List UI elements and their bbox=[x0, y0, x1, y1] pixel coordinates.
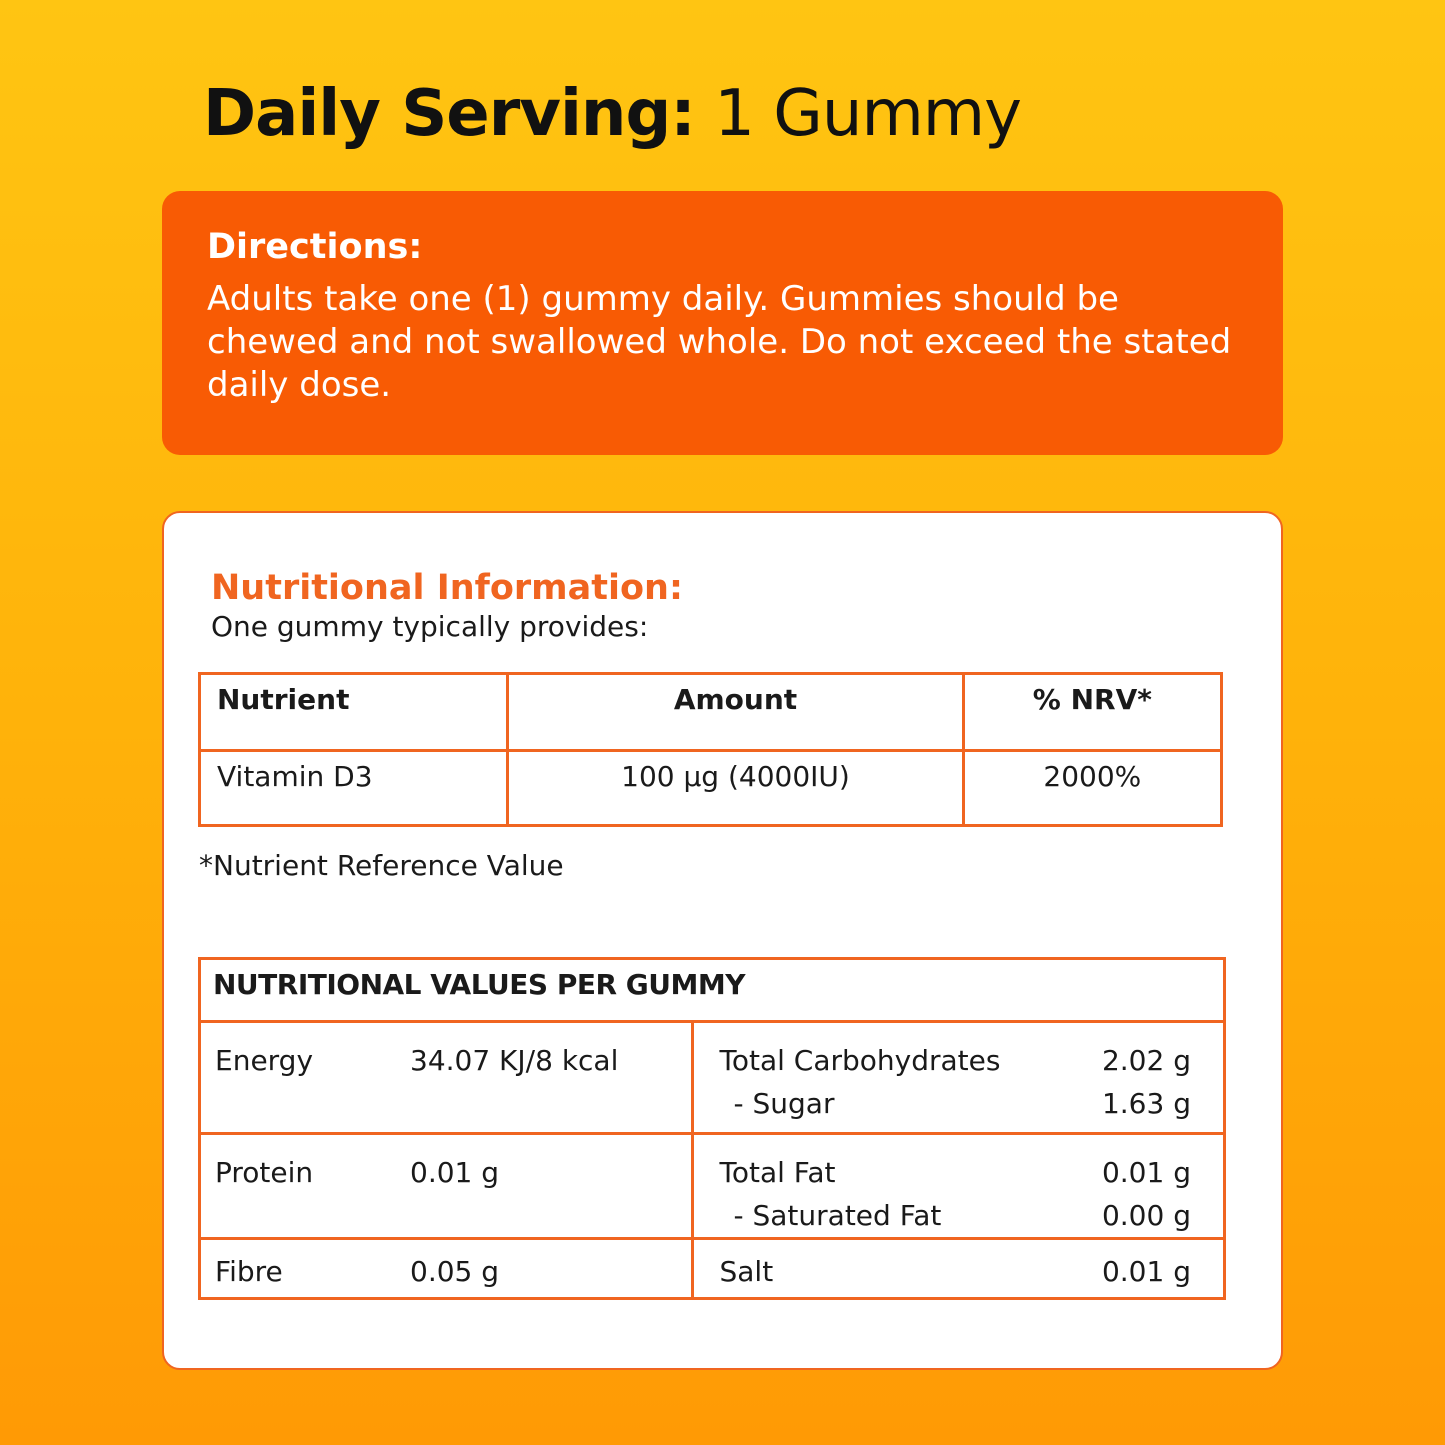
satfat-value: 0.00 g bbox=[1101, 1199, 1191, 1232]
cell-amount: 100 μg (4000IU) bbox=[508, 751, 963, 826]
daily-serving-heading bbox=[203, 72, 1021, 156]
salt-cell bbox=[692, 1239, 1225, 1299]
protein-value: 0.01 g bbox=[410, 1156, 500, 1189]
table-row bbox=[200, 1239, 1225, 1299]
protein-cell bbox=[200, 1134, 693, 1239]
directions-panel bbox=[162, 191, 1283, 455]
nrv-footnote: *Nutrient Reference Value bbox=[199, 849, 564, 882]
nutrition-title: Nutritional Information: bbox=[211, 568, 683, 608]
directions-text: Adults take one (1) gummy daily. Gummies should be chewed and not swallowed whole. Do not exceed the stated daily dose. bbox=[207, 279, 1232, 405]
sugar-label: - Sugar bbox=[733, 1087, 835, 1120]
energy-cell bbox=[200, 1022, 693, 1134]
fat-label: Total Fat bbox=[719, 1156, 836, 1189]
nutrient-table bbox=[198, 672, 1223, 827]
header-nutrient: Nutrient bbox=[200, 674, 508, 751]
table-row bbox=[200, 1022, 1225, 1134]
fibre-label: Fibre bbox=[215, 1255, 283, 1288]
values-table-title-row bbox=[200, 959, 1225, 1022]
cell-nutrient: Vitamin D3 bbox=[200, 751, 508, 826]
cell-nrv: 2000% bbox=[963, 751, 1221, 826]
carbs-label: Total Carbohydrates bbox=[719, 1044, 1001, 1077]
carbs-cell bbox=[692, 1022, 1225, 1134]
salt-value: 0.01 g bbox=[1101, 1255, 1191, 1288]
energy-label: Energy bbox=[215, 1044, 314, 1077]
nutritional-values-table bbox=[198, 957, 1226, 1300]
directions-heading: Directions: bbox=[207, 227, 423, 267]
daily-serving-label: Daily Serving: bbox=[203, 77, 695, 151]
nutrition-subtitle: One gummy typically provides: bbox=[211, 610, 649, 643]
header-nrv: % NRV* bbox=[963, 674, 1221, 751]
fibre-cell bbox=[200, 1239, 693, 1299]
fat-cell bbox=[692, 1134, 1225, 1239]
nutrient-table-header bbox=[200, 674, 1222, 751]
satfat-label: - Saturated Fat bbox=[733, 1199, 942, 1232]
table-row bbox=[200, 1134, 1225, 1239]
fat-value: 0.01 g bbox=[1101, 1156, 1191, 1189]
energy-value: 34.07 KJ/8 kcal bbox=[410, 1044, 619, 1077]
table-row bbox=[200, 751, 1222, 826]
values-table-title: NUTRITIONAL VALUES PER GUMMY bbox=[200, 959, 1225, 1022]
sugar-value: 1.63 g bbox=[1101, 1087, 1191, 1120]
fibre-value: 0.05 g bbox=[410, 1255, 500, 1288]
protein-label: Protein bbox=[215, 1156, 314, 1189]
salt-label: Salt bbox=[719, 1255, 774, 1288]
carbs-value: 2.02 g bbox=[1101, 1044, 1191, 1077]
header-amount: Amount bbox=[508, 674, 963, 751]
daily-serving-value: 1 Gummy bbox=[714, 77, 1021, 151]
nutrition-card bbox=[162, 511, 1283, 1370]
